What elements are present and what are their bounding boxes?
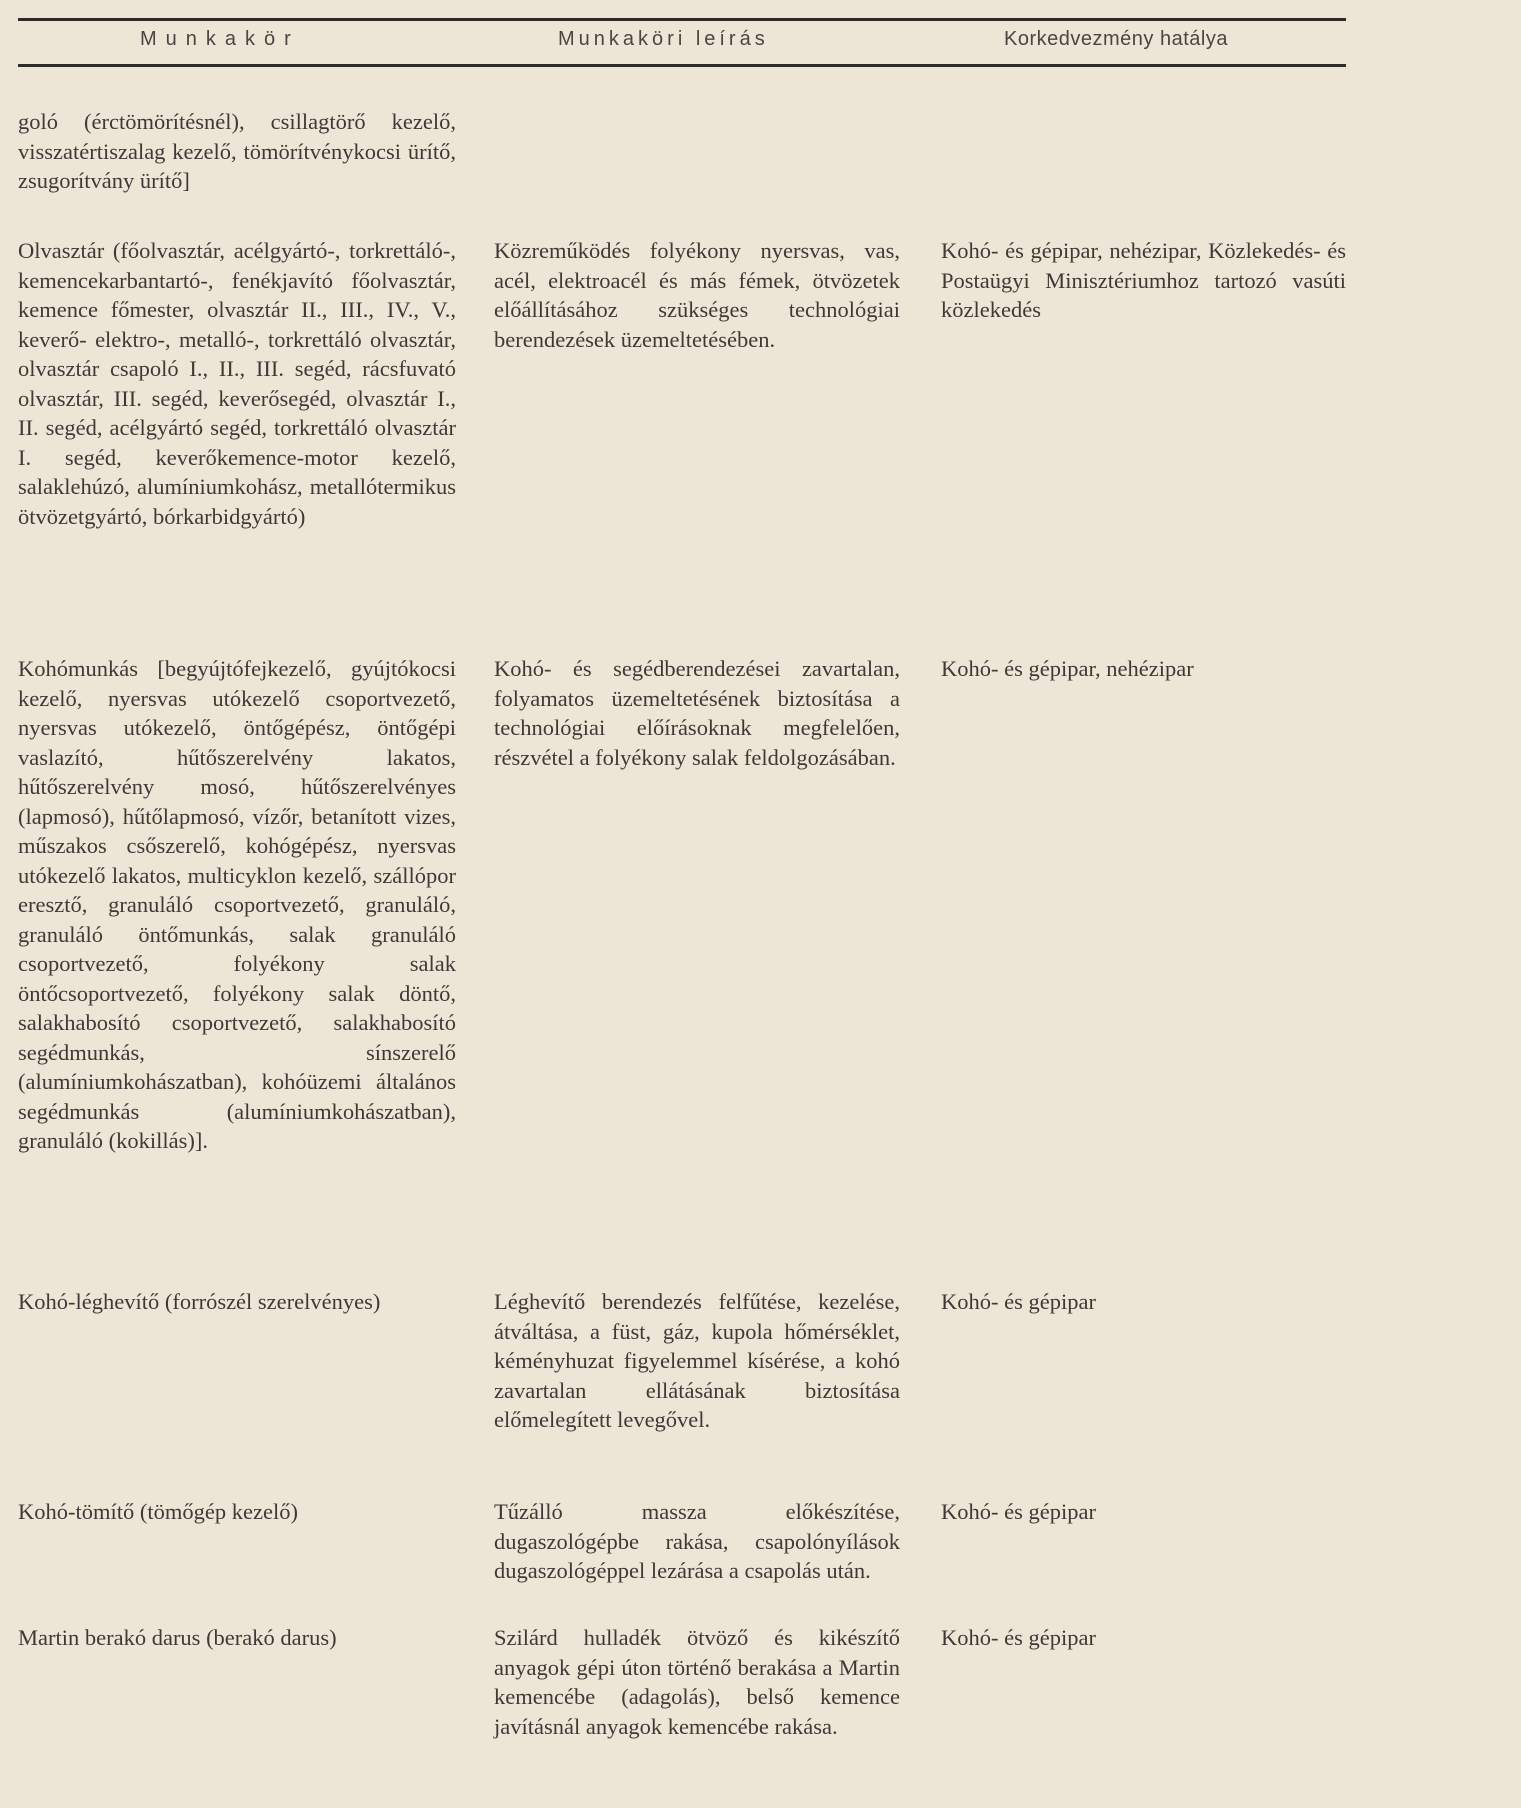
row-4-scope: Kohó- és gépipar <box>941 1499 1096 1524</box>
row-3-scope: Kohó- és gépipar <box>941 1289 1096 1314</box>
row-1-description: Közreműködés folyékony nyersvas, vas, acél, elektroacél és más fémek, ötvözetek előállításához szükséges technológiai berendezések üzemeltetésében. <box>494 238 900 352</box>
row-3-description: Léghevítő berendezés felfűtése, kezelése, átváltása, a füst, gáz, kupola hőmérséklet, kéményhuzat figyelemmel kísérése, a kohó zavartalan ellátásának biztosítása előmelegített levegővel. <box>494 1289 900 1432</box>
header-bottom-rule <box>18 64 1346 67</box>
table-header <box>18 28 1346 60</box>
row-3-job: Kohó-léghevítő (forrószél szerelvényes) <box>18 1289 381 1314</box>
header-scope: Korkedvezmény hatálya <box>1004 28 1228 50</box>
row-5-scope: Kohó- és gépipar <box>941 1625 1096 1650</box>
row-0-job: goló (érctömörítésnél), csillagtörő kezelő, visszatértiszalag kezelő, tömörítvénykocsi ürítő, zsugorítvány ürítő] <box>18 109 456 193</box>
row-5-job: Martin berakó darus (berakó darus) <box>18 1625 337 1650</box>
row-2-scope: Kohó- és gépipar, nehézipar <box>941 656 1194 681</box>
header-description: Munkaköri leírás <box>558 28 769 50</box>
row-1-job: Olvasztár (főolvasztár, acélgyártó-, torkrettáló-, kemencekarbantartó-, fenékjavító főolvasztár, kemence főmester, olvasztár II., III., IV., V., keverő- elektro-, metalló-, torkrettáló olvasztár, olvasztár csapoló I., II., III. segéd, rácsfuvató olvasztár, III. segéd, keverősegéd, olvasztár I., II. segéd, acélgyártó segéd, torkrettáló olvasztár I. segéd, keverőkemence-motor kezelő, salaklehúzó, alumíniumkohász, metallótermikus ötvözetgyártó, bórkarbidgyártó) <box>18 238 456 529</box>
header-top-rule <box>18 18 1346 21</box>
row-2-job: Kohómunkás [begyújtófejkezelő, gyújtókocsi kezelő, nyersvas utókezelő csoportvezető, nyersvas utókezelő, öntőgépész, öntőgépi vaslazító, hűtőszerelvény lakatos, hűtőszerelvény mosó, hűtőszerelvényes (lapmosó), hűtőlapmosó, vízőr, betanított vizes, műszakos csőszerelő, kohógépész, nyersvas utókezelő lakatos, multicyklon kezelő, szállópor eresztő, granuláló csoportvezető, granuláló, granuláló öntőmunkás, salak granuláló csoportvezető, folyékony salak öntőcsoportvezető, folyékony salak döntő, salakhabosító csoportvezető, salakhabosító segédmunkás, sínszerelő (alumíniumkohászatban), kohóüzemi általános segédmunkás (alumíniumkohászatban), granuláló (kokillás)]. <box>18 656 456 1153</box>
header-job: Munkakör <box>140 28 300 50</box>
row-2-description: Kohó- és segédberendezései zavartalan, folyamatos üzemeltetésének biztosítása a technológiai előírásoknak megfelelően, részvétel a folyékony salak feldolgozásában. <box>494 656 900 770</box>
row-5-description: Szilárd hulladék ötvöző és kikészítő anyagok gépi úton történő berakása a Martin kemencébe (adagolás), belső kemence javításnál anyagok kemencébe rakása. <box>494 1625 900 1739</box>
row-4-job: Kohó-tömítő (tömőgép kezelő) <box>18 1499 298 1524</box>
row-4-description: Tűzálló massza előkészítése, dugaszológépbe rakása, csapolónyílások dugaszológéppel lezárása a csapolás után. <box>494 1499 900 1583</box>
row-1-scope: Kohó- és gépipar, nehézipar, Közlekedés- és Postaügyi Minisztériumhoz tartozó vasúti közlekedés <box>941 238 1346 322</box>
